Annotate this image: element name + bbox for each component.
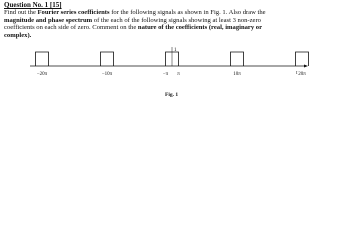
time-axis-label: t xyxy=(296,71,298,76)
figure-caption: Fig. 1 xyxy=(165,92,179,98)
question-line1-start: Find out the xyxy=(4,9,38,16)
tick-label-1: −10π xyxy=(101,72,113,77)
tick-labels xyxy=(37,72,306,77)
pulse-3 xyxy=(231,52,244,66)
pulse-4 xyxy=(296,52,309,66)
question-line2-end: of the each of the following signals showing at least 3 non-zero xyxy=(92,16,261,24)
question-line3-start: coefficients on each side of zero. Comment on the xyxy=(4,24,138,32)
tick-label-5: 20π xyxy=(298,72,306,77)
tick-label-4: 10π xyxy=(233,72,241,77)
pulse-0 xyxy=(36,52,49,66)
question-line3-bold: nature of the coefficients (real, imaginary or xyxy=(137,24,263,32)
time-axis-arrow-icon xyxy=(304,65,308,68)
tick-label-2: −π xyxy=(162,72,169,77)
question-line1-end: for the following signals as shown in Fig. 1. Also draw the xyxy=(109,9,266,16)
tick-label-0: −20π xyxy=(36,72,48,77)
pulse-1 xyxy=(101,52,114,66)
question-line4-bold: complex). xyxy=(4,31,32,39)
question-line2-bold: magnitude and phase spectrum xyxy=(4,16,93,24)
signal-figure xyxy=(0,44,350,100)
question-title: Question No. 1 [15] xyxy=(4,1,62,9)
question-line1-bold: Fourier series coefficients xyxy=(37,9,110,16)
amplitude-label: 1 xyxy=(174,48,177,53)
tick-label-3: π xyxy=(177,72,180,77)
question-body xyxy=(4,9,346,39)
question-block xyxy=(4,1,346,39)
